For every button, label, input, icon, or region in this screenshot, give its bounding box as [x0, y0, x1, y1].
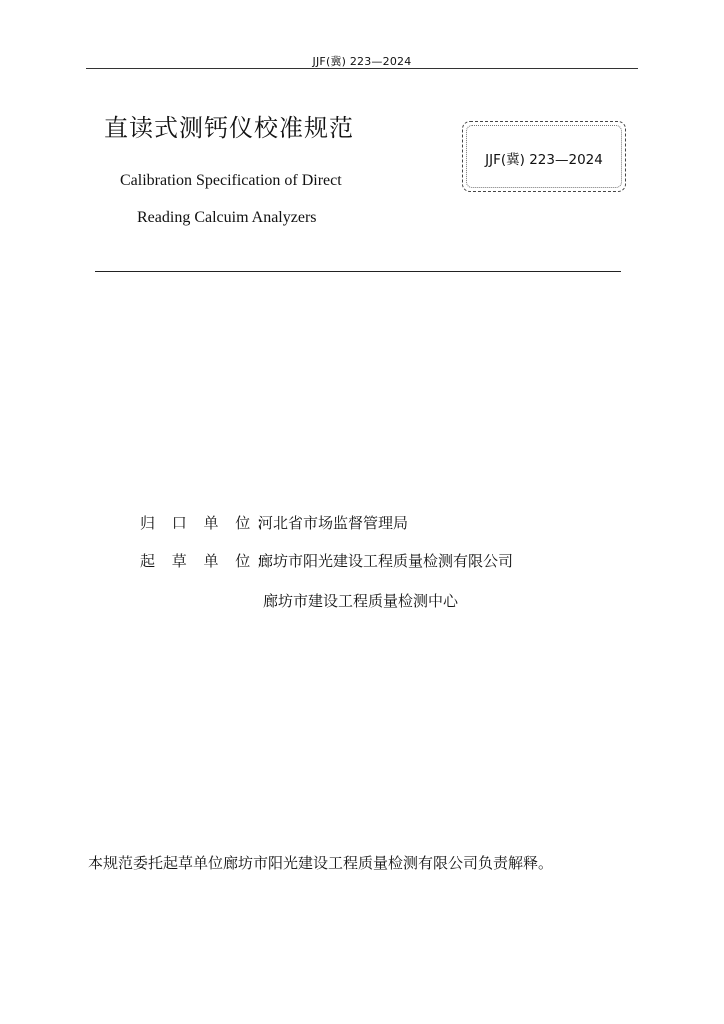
running-header-code: JJF(冀) 223—2024: [312, 55, 412, 68]
responsible-unit-label: 归 口 单 位：: [140, 514, 278, 532]
specification-code-box: [462, 121, 626, 192]
responsible-unit-value: 河北省市场监督管理局: [258, 514, 409, 532]
specification-code: JJF(冀) 223—2024: [485, 152, 603, 168]
chinese-title: 直读式测钙仪校准规范: [104, 114, 354, 142]
drafting-unit-row: [140, 550, 513, 571]
responsible-unit-row: [140, 512, 408, 533]
english-title-line-2: Reading Calcuim Analyzers: [137, 209, 317, 226]
header-divider: [86, 68, 638, 69]
drafting-unit-label: 起 草 单 位：: [140, 552, 278, 570]
english-title-line-1: Calibration Specification of Direct: [120, 172, 342, 189]
interpretation-note: 本规范委托起草单位廊坊市阳光建设工程质量检测有限公司负责解释。: [88, 854, 554, 872]
title-divider: [95, 271, 621, 272]
drafting-unit-value-2: 廊坊市建设工程质量检测中心: [263, 592, 459, 610]
drafting-unit-value-1: 廊坊市阳光建设工程质量检测有限公司: [258, 552, 514, 570]
